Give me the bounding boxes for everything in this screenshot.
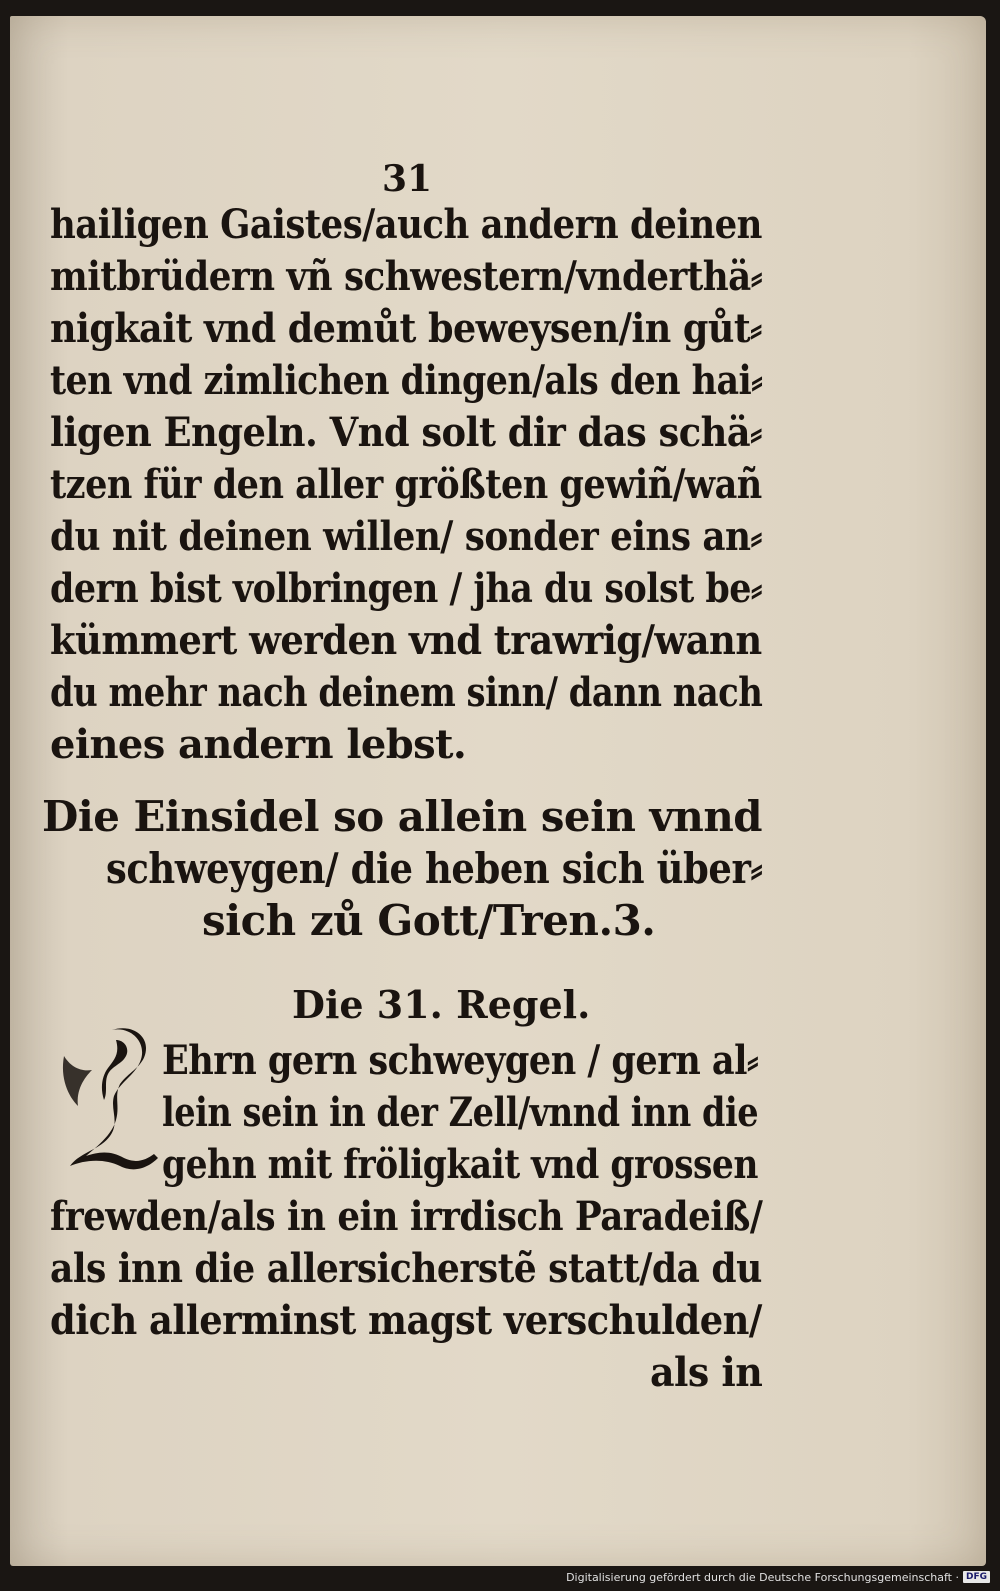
page-number: 31: [382, 158, 433, 200]
body-line: tzen für den aller größten gewiñ/wañ: [50, 461, 762, 508]
body-line: mitbrüdern vñ schwestern/vnderthä⸗: [50, 253, 763, 300]
heading-line: sich zů Gott/Tren.3.: [202, 896, 656, 945]
body-line: dern bist volbringen / jha du solst be⸗: [50, 565, 763, 612]
catchword: als in: [650, 1349, 763, 1396]
dfg-logo: DFG: [963, 1571, 990, 1583]
rule-line: gehn mit fröligkait vnd grossen: [162, 1141, 758, 1188]
body-line: kümmert werden vnd trawrig/wann: [50, 617, 762, 664]
body-line: ligen Engeln. Vnd solt dir das schä⸗: [50, 409, 762, 456]
rule-line: Ehrn gern schweygen / gern al⸗: [162, 1037, 759, 1084]
body-line: eines andern lebst.: [50, 721, 467, 768]
body-line: nigkait vnd demůt beweysen/in gůt⸗: [50, 305, 762, 352]
book-page: [10, 16, 986, 1566]
rule-title: Die 31. Regel.: [292, 982, 591, 1027]
body-line: du mehr nach deinem sinn/ dann nach: [50, 669, 763, 716]
digitization-footer: [566, 1569, 990, 1585]
heading-line: schweygen/ die heben sich über⸗: [106, 844, 763, 893]
heading-line: Die Einsidel so allein sein vnnd: [42, 792, 763, 841]
rule-line: frewden/als in ein irrdisch Paradeiß/: [50, 1193, 763, 1240]
body-line: du nit deinen willen/ sonder eins an⸗: [50, 513, 762, 560]
body-line: ten vnd zimlichen dingen/als den hai⸗: [50, 357, 763, 404]
rule-line: als inn die allersicherstẽ statt/da du: [50, 1245, 762, 1292]
funding-credit: Digitalisierung gefördert durch die Deutsche Forschungsgemeinschaft ·: [566, 1570, 959, 1584]
rule-line: lein sein in der Zell/vnnd inn die: [162, 1089, 759, 1136]
rule-line: dich allerminst magst verschulden/: [50, 1297, 762, 1344]
decorated-initial-l: [50, 1026, 162, 1176]
body-line: hailigen Gaistes/auch andern deinen: [50, 201, 762, 248]
